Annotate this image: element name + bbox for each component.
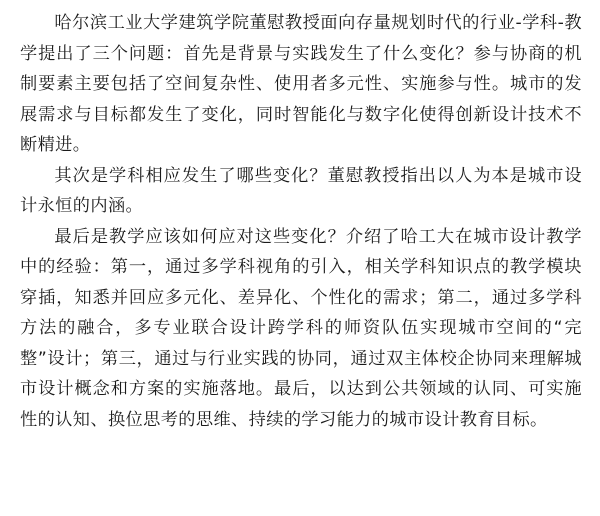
paragraph-1: 哈尔滨工业大学建筑学院董慰教授面向存量规划时代的行业-学科-教学提出了三个问题：首先是背景与实践发生了什么变化？参与协商的机制要素主要包括了空间复杂性、使用者多元性、实施参与性。城市的发展需求与目标都发生了变化，同时智能化与数字化使得创新设计技术不断精进。	[20, 13, 582, 155]
paragraph-3: 最后是教学应该如何应对这些变化？介绍了哈工大在城市设计教学中的经验：第一，通过多学科视角的引入，相关学科知识点的教学模块穿插，知悉并回应多元化、差异化、个性化的需求；第二，通过多学科方法的融合，多专业联合设计跨学科的师资队伍实现城市空间的“完整”设计；第三，通过与行业实践的协同，通过双主体校企协同来理解城市设计概念和方案的实施落地。最后，以达到公共领域的认同、可实施性的认知、换位思考的思维、持续的学习能力的城市设计教育目标。	[20, 226, 582, 430]
paragraph-2: 其次是学科相应发生了哪些变化？董慰教授指出以人为本是城市设计永恒的内涵。	[20, 165, 582, 216]
